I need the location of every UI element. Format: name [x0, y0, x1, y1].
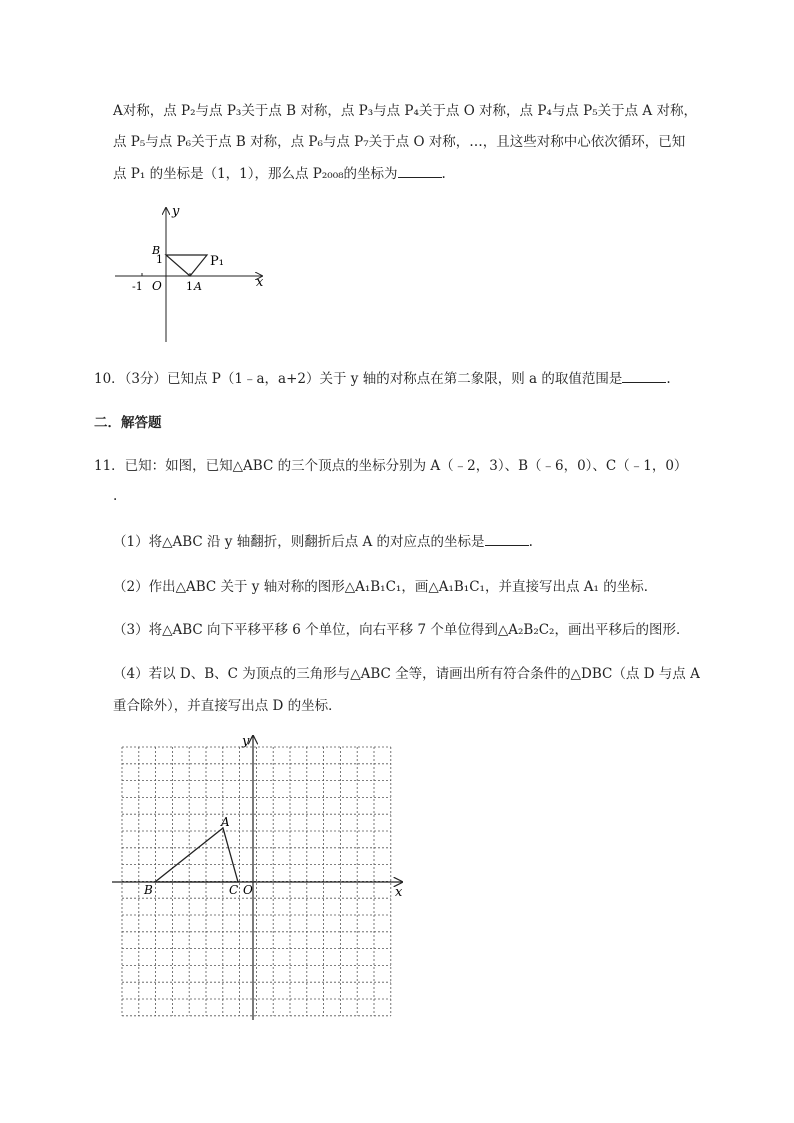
triangle-oab	[166, 255, 207, 276]
y-axis-label: y	[172, 204, 180, 219]
q9-line-1: A对称，点 P₂与点 P₃关于点 B 对称，点 P₃与点 P₄关于点 O 对称，点 P₄与点 P₅关于点 A 对称，	[113, 103, 697, 119]
q9-line-2: 点 P₅与点 P₆关于点 B 对称，点 P₆与点 P₇关于点 O 对称，…，且这些对称中心依次循环，已知	[113, 134, 686, 150]
x-axis-label: x	[395, 885, 403, 900]
answer-blank	[485, 531, 529, 546]
q11-part-1	[113, 531, 533, 552]
answer-blank	[622, 368, 666, 383]
origin-label: O	[152, 279, 162, 293]
q10-line	[94, 368, 671, 389]
x-tick-label-neg1: -1	[132, 280, 143, 293]
point-p1-label: P₁	[210, 254, 224, 269]
q11-part-4-line-2: 重合除外），并直接写出点 D 的坐标．	[113, 698, 342, 714]
point-c-label: C	[229, 883, 239, 897]
q10-text: 10．（3分）已知点 P（1﹣a，a+2）关于 y 轴的对称点在第二象限，则 a 的取值范围是	[94, 371, 623, 387]
x-tick-label-1: 1	[186, 280, 193, 293]
q11-part-1-end: .	[528, 534, 533, 550]
q10-end: .	[666, 371, 671, 387]
q9-line-3-text: 点 P₁ 的坐标是（1，1），那么点 P₂₀₀₈的坐标为	[113, 166, 398, 182]
point-a-label: A	[221, 815, 230, 829]
point-a-label: A	[194, 280, 202, 293]
triangle-abc	[155, 828, 238, 882]
q9-line-3	[113, 163, 446, 184]
answer-blank	[398, 163, 442, 178]
x-axis-label: x	[256, 275, 264, 290]
q11-part-2: （2）作出△ABC 关于 y 轴对称的图形△A₁B₁C₁，画△A₁B₁C₁，并直接写出点 A₁ 的坐标．	[113, 579, 658, 595]
point-b-label: B	[144, 883, 153, 897]
q11-part-1-text: （1）将△ABC 沿 y 轴翻折，则翻折后点 A 的对应点的坐标是	[113, 534, 485, 550]
q11-part-4-line-1: （4）若以 D、B、C 为顶点的三角形与△ABC 全等，请画出所有符合条件的△DBC（点 D 与点 A	[113, 666, 700, 682]
y-tick-label-1: 1	[156, 253, 163, 266]
q9-line-3-end: .	[441, 166, 446, 182]
q11-intro-end: .	[113, 488, 118, 504]
point-b-label: B	[152, 244, 161, 257]
origin-label: O	[243, 883, 253, 897]
q11-intro: 11．已知：如图，已知△ABC 的三个顶点的坐标分别为 A（﹣2，3）、B（﹣6，0）、C（﹣1，0）	[94, 458, 688, 474]
y-axis-label: y	[242, 734, 250, 749]
figure-2-grid-diagram	[110, 730, 410, 1025]
q11-part-3: （3）将△ABC 向下平移平移 6 个单位，向右平移 7 个单位得到△A₂B₂C₂，画出平移后的图形．	[113, 622, 690, 638]
section-title: 二．解答题	[94, 415, 162, 431]
figure-1-coordinate-diagram	[110, 200, 270, 350]
